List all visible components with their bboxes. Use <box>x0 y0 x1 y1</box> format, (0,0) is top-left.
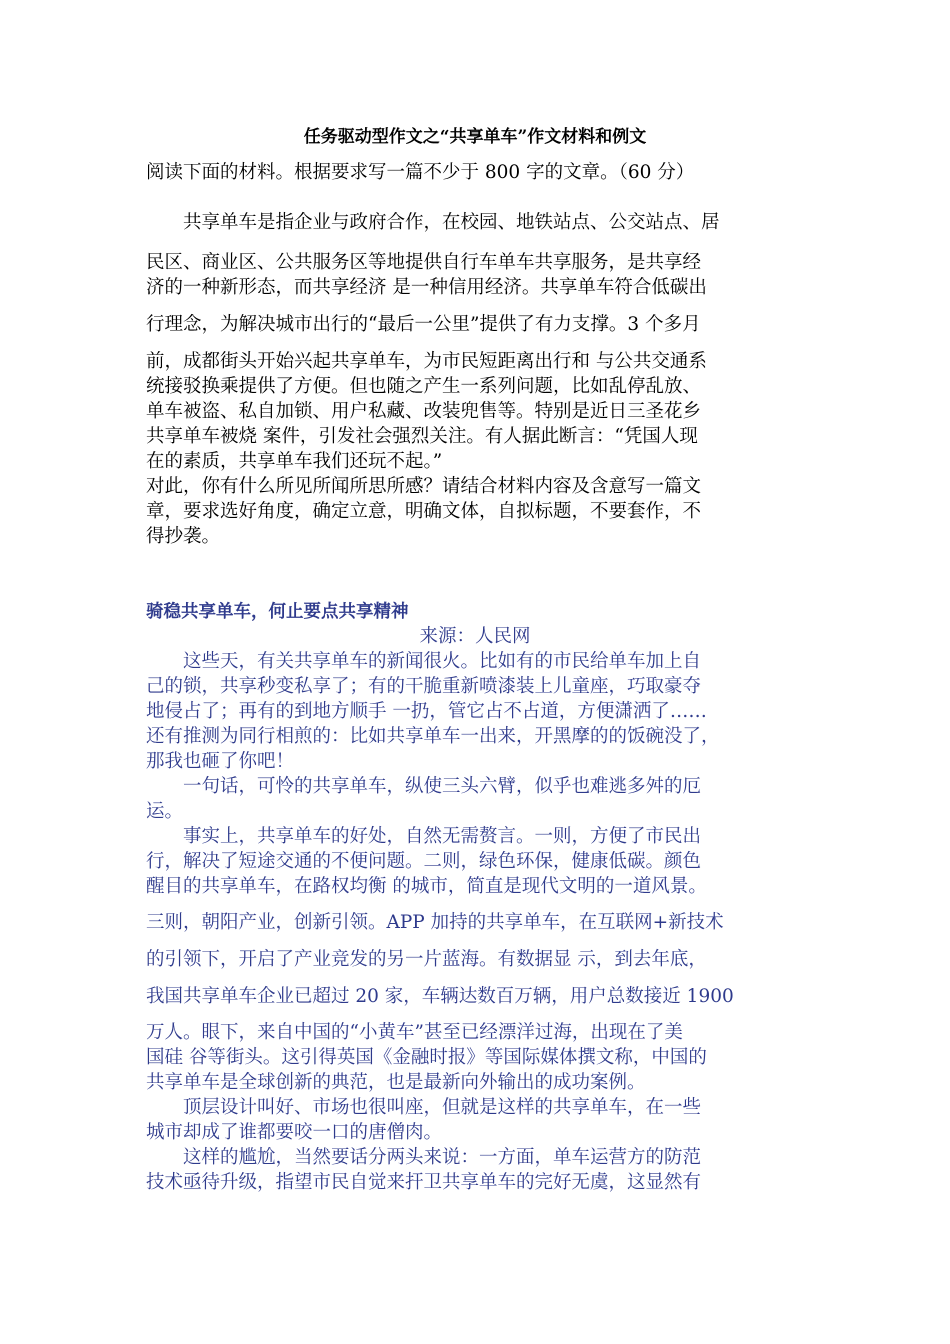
document-title: 任务驱动型作文之“共享单车”作文材料和例文 <box>303 127 647 147</box>
essay-line: 顶层设计叫好、市场也很叫座，但就是这样的共享单车，在一些 <box>146 1097 702 1118</box>
essay-line: 事实上，共享单车的好处，自然无需赘言。一则，方便了市民出 <box>146 826 702 847</box>
essay-line: 行，解决了短途交通的不便问题。二则，绿色环保，健康低碳。颜色 <box>146 851 702 872</box>
prompt-line: 民区、商业区、公共服务区等地提供自行车单车共享服务，是共享经 <box>146 252 702 273</box>
prompt-line: 济的一种新形态，而共享经济 是一种信用经济。共享单车符合低碳出 <box>146 277 707 298</box>
essay-line: 一句话，可怜的共享单车，纵使三头六臂，似乎也难逃多舛的厄 <box>146 776 702 797</box>
essay-line: 共享单车是全球创新的典范，也是最新向外输出的成功案例。 <box>146 1072 646 1093</box>
essay-line: 醒目的共享单车，在路权均衡 的城市，简直是现代文明的一道风景。 <box>146 876 707 897</box>
essay-line: 我国共享单车企业已超过 20 家，车辆达数百万辆，用户总数接近 1900 <box>146 986 734 1007</box>
essay-line: 技术亟待升级，指望市民自觉来扞卫共享单车的完好无虞，这显然有 <box>146 1172 702 1193</box>
prompt-line: 统接驳换乘提供了方便。但也随之产生一系列问题，比如乱停乱放、 <box>146 376 702 397</box>
prompt-line: 对此，你有什么所见所闻所思所感？请结合材料内容及含意写一篇文 <box>146 476 702 497</box>
essay-line: 地侵占了；再有的到地方顺手 一扔，管它占不占道，方便潇洒了…… <box>146 701 707 722</box>
essay-line: 还有推测为同行相煎的：比如共享单车一出来，开黑摩的的饭碗没了， <box>146 726 720 747</box>
essay-line: 运。 <box>146 801 184 822</box>
essay-line: 己的锁，共享秒变私享了；有的干脆重新喷漆装上儿童座，巧取豪夺 <box>146 676 702 697</box>
essay-line: 国硅 谷等街头。这引得英国《金融时报》等国际媒体撰文称，中国的 <box>146 1047 707 1068</box>
essay-line: 的引领下，开启了产业竞发的另一片蓝海。有数据显 示，到去年底， <box>146 949 707 970</box>
prompt-line: 章，要求选好角度，确定立意，明确文体，自拟标题，不要套作，不 <box>146 501 702 522</box>
prompt-line: 前，成都街头开始兴起共享单车，为市民短距离出行和 与公共交通系 <box>146 351 707 372</box>
essay-line: 万人。眼下，来自中国的“小黄车”甚至已经漂洋过海，出现在了美 <box>146 1022 683 1043</box>
prompt-line: 共享单车被烧 案件，引发社会强烈关注。有人据此断言：“凭国人现 <box>146 426 698 447</box>
essay-line: 那我也砸了你吧！ <box>146 751 295 772</box>
essay-line: 城市却成了谁都要咬一口的唐僧肉。 <box>146 1122 443 1143</box>
prompt-line: 在的素质，共享单车我们还玩不起。” <box>146 451 443 472</box>
prompt-line: 共享单车是指企业与政府合作，在校园、地铁站点、公交站点、居 <box>146 212 720 233</box>
essay-line: 三则，朝阳产业，创新引领。APP 加持的共享单车，在互联网+新技术 <box>146 912 724 933</box>
essay-line: 这样的尴尬，当然要话分两头来说：一方面，单车运营方的防范 <box>146 1147 702 1168</box>
prompt-line: 得抄袭。 <box>146 526 221 547</box>
prompt-line: 单车被盗、私自加锁、用户私藏、改装兜售等。特别是近日三圣花乡 <box>146 401 702 422</box>
prompt-line: 行理念，为解决城市出行的“最后一公里”提供了有力支撑。3 个多月 <box>146 314 701 335</box>
prompt-line: 阅读下面的材料。根据要求写一篇不少于 800 字的文章。（60 分） <box>146 162 695 183</box>
essay-title: 骑稳共享单车，何止要点共享精神 <box>146 602 409 622</box>
essay-line: 这些天，有关共享单车的新闻很火。比如有的市民给单车加上自 <box>146 651 702 672</box>
essay-source: 来源：人民网 <box>419 626 531 647</box>
